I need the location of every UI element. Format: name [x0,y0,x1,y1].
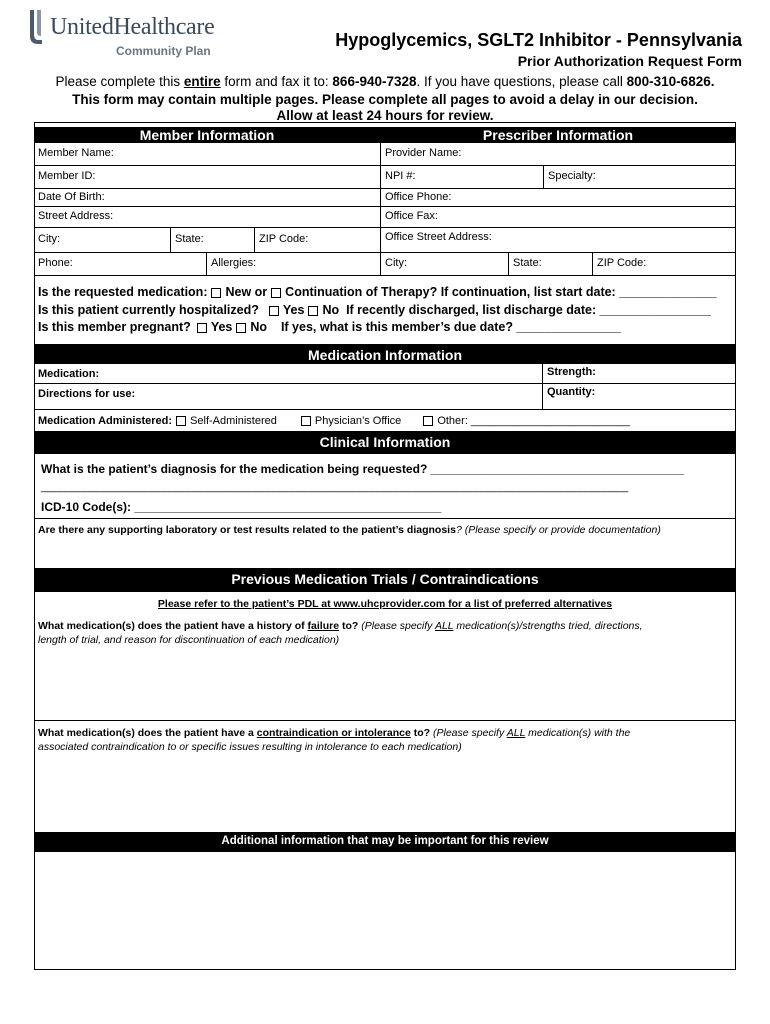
divider [34,720,736,721]
checkbox-pregnant-no[interactable] [236,323,246,333]
diagnosis-question[interactable]: What is the patient’s diagnosis for the medication being requested? ______________________________________ [41,462,685,476]
medication-field[interactable]: Medication: [38,368,100,380]
med-row-1 [34,364,736,384]
question-hint-all: ALL [434,620,454,632]
intro-line-2: This form may contain multiple pages. Please complete all pages to avoid a delay in our decision. [72,92,698,107]
med-row-2 [34,384,736,410]
intro-text: form and fax it to: [220,74,333,89]
phone-field[interactable]: Phone: [38,257,73,269]
question-text: Is this patient currently hospitalized? [38,303,259,317]
member-name-field[interactable]: Member Name: [38,147,114,159]
divider [34,518,736,519]
question-hint: medication(s)/strengths tried, directions, [453,620,643,632]
question-hint: (Please specify [430,727,507,739]
info-row-2 [34,166,736,189]
info-row-5 [34,228,736,253]
intro-line-1 [0,74,770,90]
option-yes: Yes [210,320,233,334]
question-emphasis: failure [307,620,340,632]
intro-line-3: Allow at least 24 hours for review. [276,108,494,123]
option-no: No [250,320,268,334]
question-text: Is this member pregnant? [38,320,191,334]
member-id-field[interactable]: Member ID: [38,170,96,182]
question-pregnant [38,320,621,334]
brand-name: UnitedHealthcare [50,14,215,40]
checkbox-continuation[interactable] [271,288,281,298]
checkbox-self-administered[interactable] [176,416,186,426]
office-phone-field[interactable]: Office Phone: [380,189,736,206]
additional-info-area[interactable] [36,853,734,968]
checkbox-physician-office[interactable] [301,416,311,426]
united-healthcare-logo-icon [28,8,44,46]
question-hint: length of trial, and reason for discontinuation of each medication) [38,634,340,646]
question-text: Is the requested medication: [38,285,208,299]
provider-name-field[interactable]: Provider Name: [380,143,736,165]
state-field[interactable]: State: [170,228,254,252]
option-physician-office: Physician’s Office [314,415,402,427]
checkbox-other[interactable] [423,416,433,426]
question-hint-all: ALL [506,727,526,739]
question-emphasis: contraindication or intolerance [256,727,411,739]
question-text: If recently discharged, list discharge date: ________________ [346,303,711,317]
question-text: What medication(s) does the patient have a history of [38,620,308,632]
prescriber-info-header: Prescriber Information [482,127,634,143]
office-street-field[interactable]: Office Street Address: [380,228,736,252]
question-text: to? [339,620,359,632]
administered-label: Medication Administered: [38,415,173,427]
info-header-bar [34,127,736,143]
checkbox-pregnant-yes[interactable] [197,323,207,333]
diagnosis-line[interactable]: ________________________________________________________________________________________________ [41,481,629,493]
info-row-6 [34,253,736,276]
question-hint: ? (Please specify or provide documentation) [455,524,661,536]
previous-header-bar [34,568,736,592]
medication-info-header: Medication Information [308,347,462,363]
question-hospitalized [38,303,711,317]
npi-field[interactable]: NPI #: [380,166,543,188]
form-title: Hypoglycemics, SGLT2 Inhibitor - Pennsylvania [335,30,742,50]
question-text: Continuation of Therapy? If continuation, list start date: ______________ [285,285,717,299]
intro-text: Please complete this [55,74,184,89]
fax-number: 866-940-7328 [332,74,417,89]
option-yes: Yes [282,303,305,317]
brand-subtitle: Community Plan [116,44,211,58]
info-row-1 [34,143,736,166]
member-info-header: Member Information [139,127,275,143]
checkbox-hospitalized-no[interactable] [308,306,318,316]
office-fax-field[interactable]: Office Fax: [380,207,736,227]
question-hint: (Please specify [358,620,435,632]
intro-entire: entire [183,74,221,89]
supporting-results-question[interactable] [38,524,661,536]
question-text: What medication(s) does the patient have a [38,727,257,739]
medication-header-bar [34,344,736,364]
additional-info-header: Additional information that may be important for this review [221,835,549,847]
option-self-administered: Self-Administered [190,415,277,427]
question-hint: associated contraindication to or specific issues resulting in intolerance to each medication) [38,741,462,753]
question-requested-medication [38,285,717,299]
medication-administered [38,415,630,427]
office-zip-field[interactable]: ZIP Code: [592,253,736,275]
clinical-header-bar [34,431,736,454]
checkbox-hospitalized-yes[interactable] [269,306,279,316]
question-text: to? [410,727,431,739]
failure-question[interactable] [38,619,728,647]
question-hint: medication(s) with the [525,727,631,739]
strength-field[interactable]: Strength: [542,364,736,383]
previous-trials-header: Previous Medication Trials / Contraindications [231,571,539,587]
directions-field[interactable]: Directions for use: [38,388,136,400]
option-new: New or [225,285,268,299]
city-field[interactable]: City: [38,233,60,245]
office-city-field[interactable]: City: [380,253,508,275]
option-no: No [322,303,340,317]
pdl-note: Please refer to the patient’s PDL at www.uhcprovider.com for a list of preferred alternatives [157,598,613,610]
question-text: Are there any supporting laboratory or test results related to the patient’s diagnosis [38,524,456,536]
allergies-field[interactable]: Allergies: [206,253,380,275]
specialty-field[interactable]: Specialty: [543,166,736,188]
info-row-3 [34,189,736,207]
checkbox-new[interactable] [211,288,221,298]
intro-text: . If you have questions, please call [416,74,627,89]
street-address-field[interactable]: Street Address: [38,210,114,222]
option-other: Other: __________________________ [437,415,630,427]
dob-field[interactable]: Date Of Birth: [38,191,105,203]
form-subtitle: Prior Authorization Request Form [517,53,742,69]
info-row-4 [34,207,736,228]
quantity-field[interactable]: Quantity: [542,384,736,409]
zip-field[interactable]: ZIP Code: [254,228,380,252]
question-text: If yes, what is this member’s due date? _______________ [280,320,621,334]
contraindication-question[interactable] [38,726,728,754]
clinical-info-header: Clinical Information [319,434,451,450]
icd10-field[interactable]: ICD-10 Code(s): ______________________________________________ [41,500,442,514]
additional-header-bar [34,832,736,852]
office-state-field[interactable]: State: [508,253,592,275]
phone-number: 800-310-6826. [626,74,715,89]
